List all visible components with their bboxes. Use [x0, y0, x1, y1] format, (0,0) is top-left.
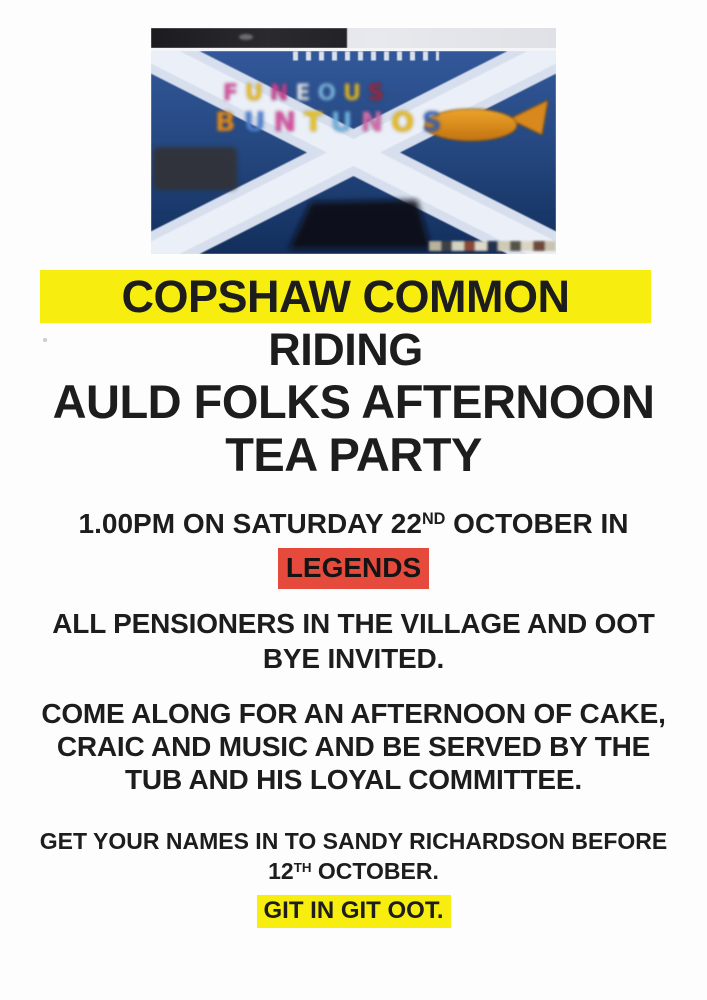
- dark-bar-spot: [239, 34, 253, 40]
- description-line-1: COME ALONG FOR AN AFTERNOON OF CAKE,: [41, 698, 666, 729]
- footer-slogan-row: [0, 895, 707, 928]
- flag-toy-letter: N: [269, 81, 296, 106]
- flag-toy-letter: U: [243, 107, 274, 138]
- description-line-2: CRAIC AND MUSIC AND BE SERVED BY THE: [56, 731, 651, 762]
- ordinal-superscript: TH: [293, 859, 312, 875]
- flag-toy-letter: F: [223, 81, 246, 106]
- headline-line-2: TEA PARTY: [225, 428, 482, 481]
- flag-toy-letter: O: [317, 81, 344, 106]
- flag-letter-row-2: [215, 107, 450, 138]
- flag-toy-letter: U: [343, 81, 368, 106]
- flag-toy-letter: B: [215, 107, 244, 138]
- date-text: 1.00PM ON SATURDAY 22ND OCTOBER IN: [78, 508, 629, 539]
- rsvp-line-1: GET YOUR NAMES IN TO SANDY RICHARDSON BEFORE: [39, 828, 668, 854]
- flag-toy-letter: E: [295, 81, 318, 106]
- flag-toy-letter: T: [304, 107, 331, 138]
- dark-object-bottom: [289, 200, 431, 249]
- flag-toy-letter: U: [245, 81, 270, 106]
- venue-row: [0, 548, 707, 589]
- flag-toy-letter: N: [273, 107, 305, 138]
- invite-line-2: BYE INVITED.: [262, 643, 445, 674]
- flag-toy-letter: N: [360, 107, 392, 138]
- photo-divider-line: [151, 48, 556, 51]
- date-line: [0, 505, 707, 589]
- footer-slogan-highlight: GIT IN GIT OOT.: [257, 895, 451, 928]
- rsvp-paragraph: [0, 826, 707, 890]
- flag-toy-letter: S: [367, 81, 391, 106]
- headline: [0, 375, 707, 481]
- flag-toy-letter: U: [330, 107, 361, 138]
- saltire-flag-photo: [151, 28, 556, 254]
- ordinal-superscript: ND: [421, 510, 446, 529]
- scan-speck: [43, 338, 47, 342]
- venue-highlight: LEGENDS: [278, 548, 429, 589]
- title-banner: COPSHAW COMMON RIDING: [40, 270, 651, 323]
- dark-object-left: [153, 147, 237, 190]
- dark-shelf-bar: [151, 28, 347, 48]
- flag-letter-row-1: [223, 81, 391, 106]
- invite-line-1: ALL PENSIONERS IN THE VILLAGE AND OOT: [52, 608, 655, 639]
- description-paragraph: [0, 697, 707, 796]
- flag-toy-letter: O: [391, 107, 423, 138]
- flag-toy-letter: S: [422, 107, 450, 138]
- description-line-3: TUB AND HIS LOYAL COMMITTEE.: [125, 764, 582, 795]
- rsvp-line-2: 12TH OCTOBER.: [268, 858, 439, 884]
- invite-paragraph: [0, 606, 707, 676]
- bottom-right-strip: [429, 241, 556, 251]
- headline-line-1: AULD FOLKS AFTERNOON: [52, 375, 655, 428]
- photo-top-strip: [151, 28, 556, 48]
